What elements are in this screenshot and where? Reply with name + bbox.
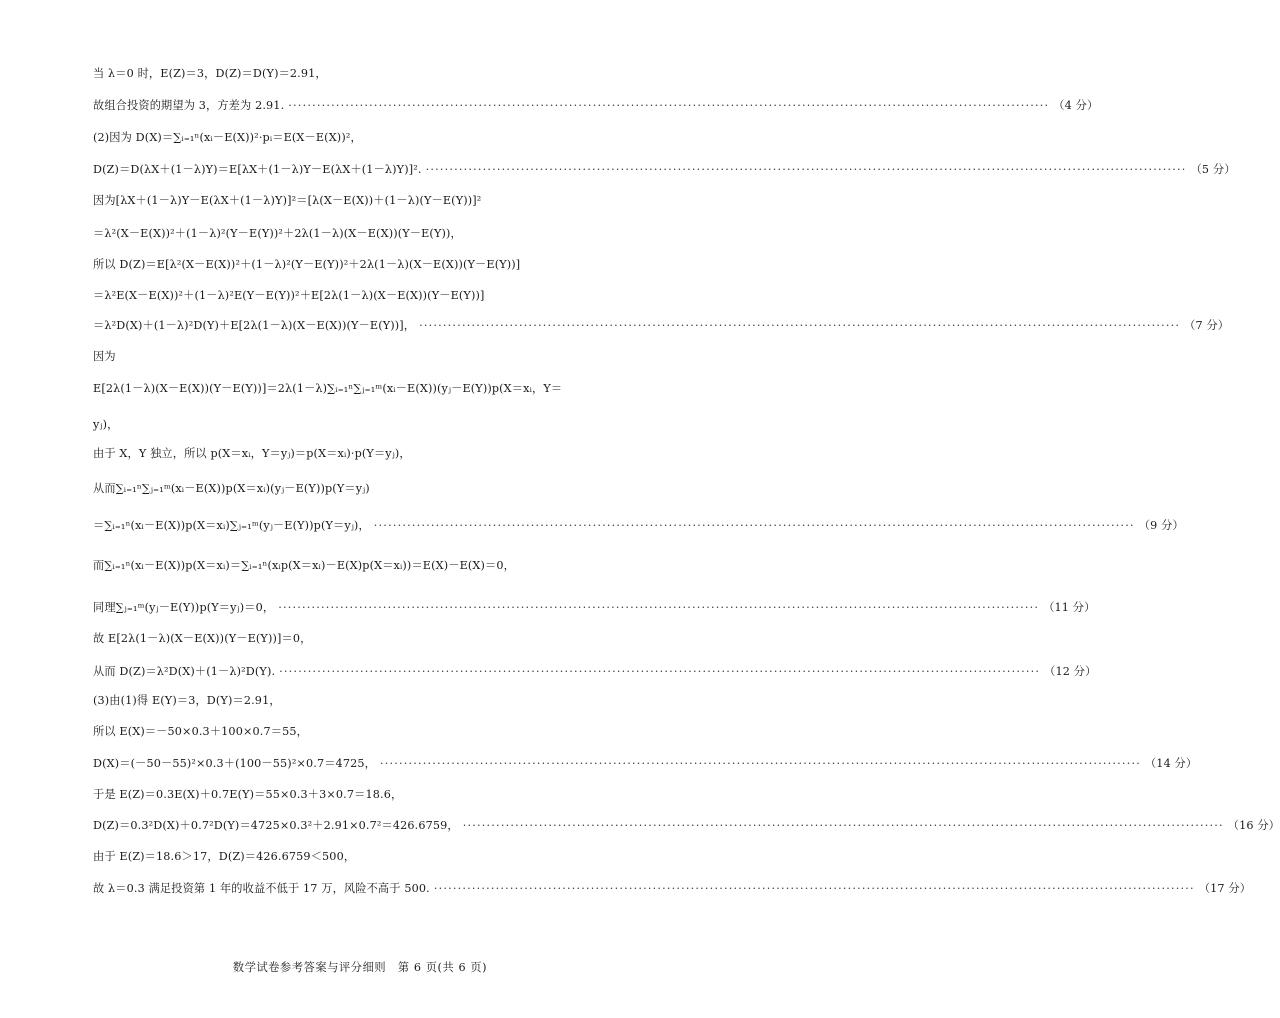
answer-line-text: 所以 E(X)＝－50×0.3＋100×0.7＝55，: [93, 725, 308, 738]
answer-line: [93, 818, 1280, 834]
leader-dots: ································································································································································: [279, 665, 1041, 678]
answer-line: [93, 349, 641, 365]
answer-line: [93, 318, 1230, 334]
score-label: （12 分）: [1044, 665, 1097, 678]
score-label: （9 分）: [1138, 519, 1184, 532]
answer-line: [93, 518, 1184, 534]
answer-line-text: ＝∑ᵢ₌₁ⁿ(xᵢ－E(X))p(X＝xᵢ)∑ⱼ₌₁ᵐ(yⱼ－E(Y))p(Y＝yⱼ)，: [93, 519, 370, 532]
answer-line-text: D(Z)＝0.3²D(X)＋0.7²D(Y)＝4725×0.3²＋2.91×0.7²＝426.6759，: [93, 819, 459, 832]
answer-line-text: ＝λ²(X－E(X))²＋(1－λ)²(Y－E(Y))²＋2λ(1－λ)(X－E(X))(Y－E(Y))，: [93, 227, 462, 240]
answer-line: [93, 693, 641, 709]
score-label: （4 分）: [1053, 99, 1099, 112]
answer-line-text: (2)因为 D(X)＝∑ᵢ₌₁ⁿ(xᵢ－E(X))²·pᵢ＝E(X－E(X))²，: [93, 131, 362, 144]
answer-line: [93, 724, 641, 740]
answer-line-text: ＝λ²E(X－E(X))²＋(1－λ)²E(Y－E(Y))²＋E[2λ(1－λ)(X－E(X))(Y－E(Y))]: [93, 289, 485, 302]
answer-line-text: 当 λ＝0 时，E(Z)＝3，D(Z)＝D(Y)＝2.91，: [93, 67, 327, 80]
answer-line: [93, 226, 641, 242]
answer-line-text: 所以 D(Z)＝E[λ²(X－E(X))²＋(1－λ)²(Y－E(Y))²＋2λ(1－λ)(X－E(X))(Y－E(Y))]: [93, 258, 521, 271]
leader-dots: ································································································································································: [462, 819, 1224, 832]
answer-line: [93, 162, 1236, 178]
answer-line: [93, 130, 641, 146]
answer-line-text: yⱼ)，: [93, 418, 119, 431]
score-label: （14 分）: [1144, 757, 1198, 770]
answer-line: [93, 787, 641, 803]
score-label: （17 分）: [1198, 882, 1252, 895]
answer-line: [93, 381, 641, 397]
score-label: （16 分）: [1227, 819, 1280, 832]
answer-line: [93, 558, 641, 574]
answer-line: [93, 664, 1097, 680]
leader-dots: ································································································································································: [288, 99, 1050, 112]
answer-line-text: 从而 D(Z)＝λ²D(X)＋(1－λ)²D(Y).: [93, 665, 276, 678]
answer-line-text: (3)由(1)得 E(Y)＝3，D(Y)＝2.91，: [93, 694, 281, 707]
leader-dots: ································································································································································: [379, 757, 1141, 770]
answer-line: [93, 756, 1198, 772]
answer-line-text: 故 λ＝0.3 满足投资第 1 年的收益不低于 17 万，风险不高于 500.: [93, 882, 430, 895]
answer-line-text: 由于 X，Y 独立，所以 p(X＝xᵢ，Y＝yⱼ)＝p(X＝xᵢ)·p(Y＝yⱼ)，: [93, 447, 411, 460]
answer-line: [93, 98, 1099, 114]
answer-line-text: 于是 E(Z)＝0.3E(X)＋0.7E(Y)＝55×0.3＋3×0.7＝18.6，: [93, 788, 403, 801]
page-footer: 数学试卷参考答案与评分细则 第 6 页(共 6 页): [232, 961, 488, 974]
answer-line-text: 因为[λX＋(1－λ)Y－E(λX＋(1－λ)Y)]²＝[λ(X－E(X))＋(1－λ)(Y－E(Y))]²: [93, 194, 482, 207]
answer-line-text: 故组合投资的期望为 3，方差为 2.91.: [93, 99, 285, 112]
answer-line: [93, 446, 641, 462]
answer-line: [93, 481, 641, 497]
answer-line: [93, 288, 641, 304]
answer-line: [93, 417, 641, 433]
score-label: （11 分）: [1043, 601, 1096, 614]
answer-line-text: 从而∑ᵢ₌₁ⁿ∑ⱼ₌₁ᵐ(xᵢ－E(X))p(X＝xᵢ)(yⱼ－E(Y))p(Y＝yⱼ): [93, 482, 370, 495]
answer-line: [93, 849, 641, 865]
leader-dots: ································································································································································: [433, 882, 1195, 895]
score-label: （5 分）: [1190, 163, 1236, 176]
leader-dots: ································································································································································: [373, 519, 1135, 532]
answer-line-text: 而∑ᵢ₌₁ⁿ(xᵢ－E(X))p(X＝xᵢ)＝∑ᵢ₌₁ⁿ(xᵢp(X＝xᵢ)－E(X)p(X＝xᵢ))＝E(X)－E(X)＝0，: [93, 559, 515, 572]
score-label: （7 分）: [1184, 319, 1230, 332]
leader-dots: ································································································································································: [425, 163, 1187, 176]
answer-line: [93, 257, 641, 273]
answer-line: [93, 600, 1096, 616]
answer-line-text: 因为: [93, 350, 116, 363]
answer-line: [93, 631, 641, 647]
answer-line-text: ＝λ²D(X)＋(1－λ)²D(Y)＋E[2λ(1－λ)(X－E(X))(Y－E(Y))]，: [93, 319, 416, 332]
answer-line-text: D(Z)＝D(λX＋(1－λ)Y)＝E[λX＋(1－λ)Y－E(λX＋(1－λ)Y)]².: [93, 163, 422, 176]
answer-line-text: 同理∑ⱼ₌₁ᵐ(yⱼ－E(Y))p(Y＝yⱼ)＝0，: [93, 601, 275, 614]
leader-dots: ································································································································································: [278, 601, 1040, 614]
answer-line-text: D(X)＝(－50－55)²×0.3＋(100－55)²×0.7＝4725，: [93, 757, 376, 770]
answer-line: [93, 881, 1252, 897]
answer-line: [93, 193, 641, 209]
answer-line-text: E[2λ(1－λ)(X－E(X))(Y－E(Y))]＝2λ(1－λ)∑ᵢ₌₁ⁿ∑ⱼ₌₁ᵐ(xᵢ－E(X))(yⱼ－E(Y))p(X＝xᵢ，Y＝: [93, 382, 563, 395]
leader-dots: ································································································································································: [419, 319, 1181, 332]
answer-line: [93, 66, 641, 82]
answer-line-text: 由于 E(Z)＝18.6＞17，D(Z)＝426.6759＜500，: [93, 850, 356, 863]
answer-line-text: 故 E[2λ(1－λ)(X－E(X))(Y－E(Y))]＝0，: [93, 632, 312, 645]
